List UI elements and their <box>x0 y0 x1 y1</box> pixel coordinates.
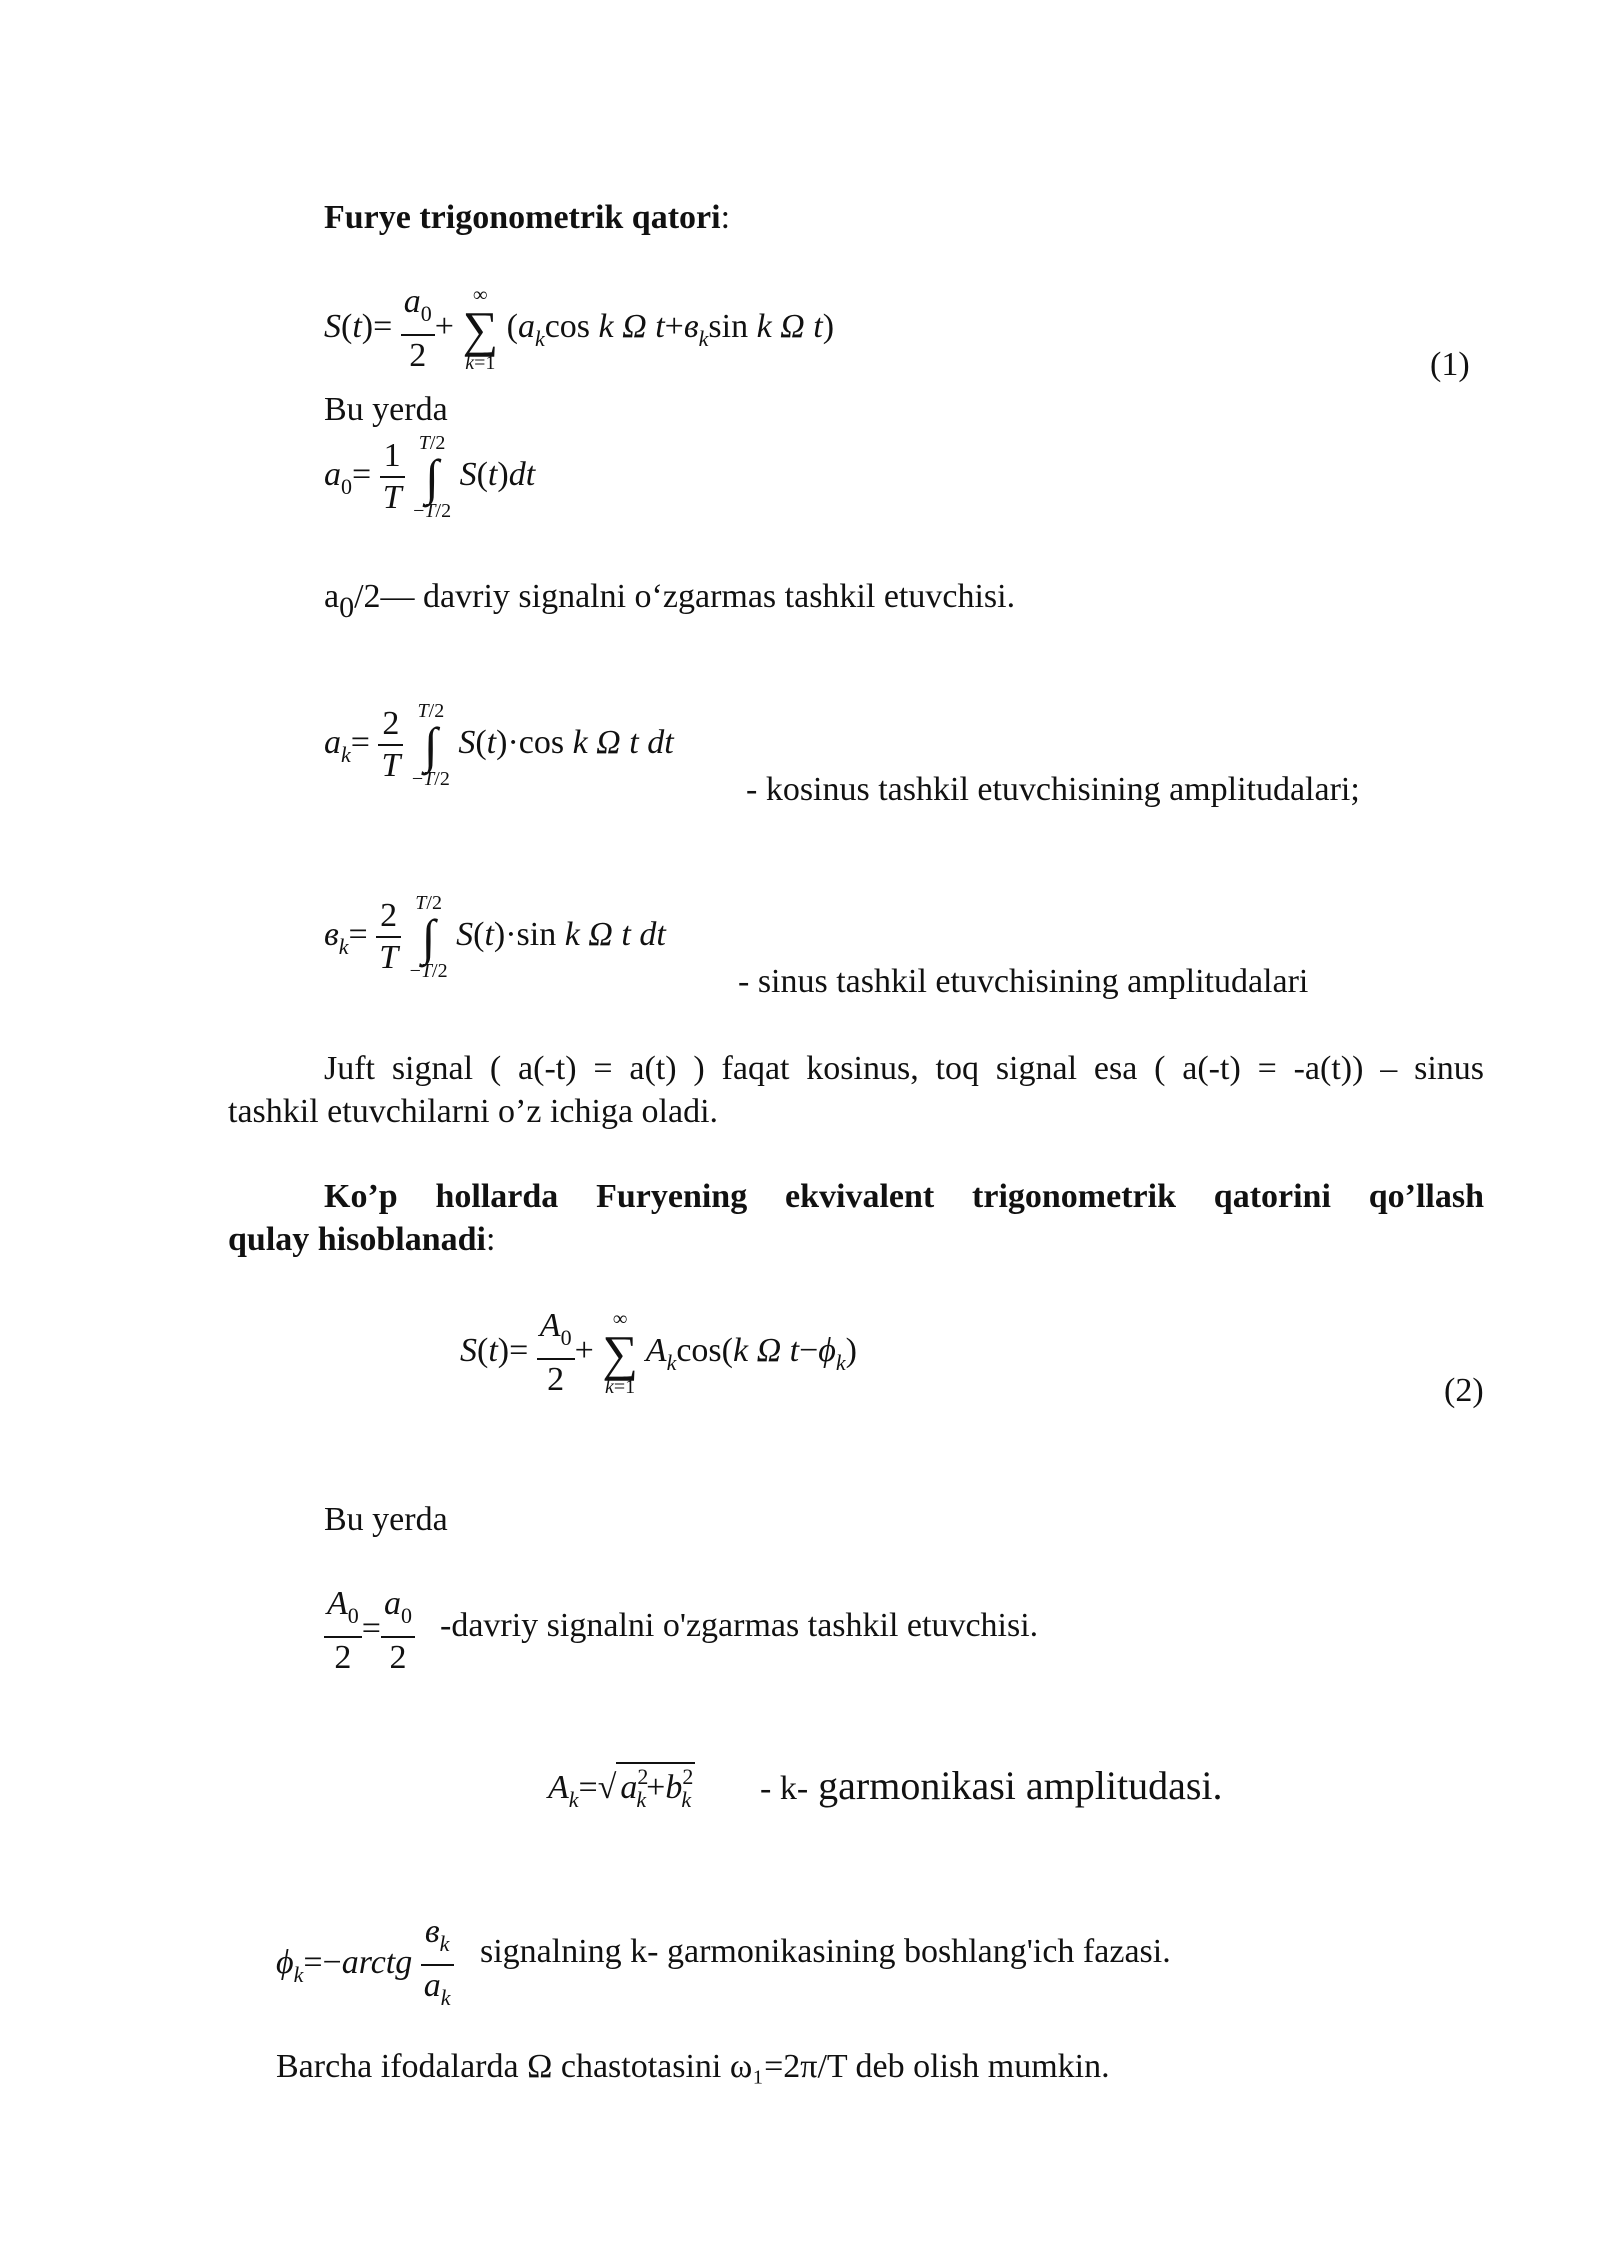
bk-description: - sinus tashkil etuvchisining amplitudalari <box>738 963 1309 1000</box>
phik-description: signalning k- garmonikasining boshlang'ich fazasi. <box>480 1933 1171 1970</box>
frequency-note: Barcha ifodalarda Ω chastotasini ω₁=2π/T deb olish mumkin. <box>276 2048 1110 2085</box>
bk-formula: $в_k=$ $\frac{2}{T}$ T/2 ∫ −T/2 S(t)·sin k Ω t dt <box>324 892 666 982</box>
ak-description: - kosinus tashkil etuvchisining amplitudalari; <box>746 771 1360 808</box>
A0-description: -davriy signalni o'zgarmas tashkil etuvchisi. <box>440 1607 1039 1644</box>
ak-formula: $a_k=$ $\frac{2}{T}$ T/2 ∫ −T/2 S(t)·cos k Ω t dt <box>324 700 674 790</box>
equation-1: S(t)= $\frac{a_0}{2}$ + ∞ ∑ k=1 ($a_k\cos$ k Ω $t+в_k\sin$ k Ω t) <box>324 283 835 374</box>
Ak-description-main: garmonikasi amplitudasi. <box>808 1763 1223 1808</box>
heading2-text: qulay hisoblanadi <box>228 1221 486 1258</box>
bu-yerda-1: Bu yerda <box>324 391 448 428</box>
a0-formula: $a_0=$ $\frac{1}{T}$ T/2 ∫ −T/2 S(t)dt <box>324 432 536 522</box>
phik-formula: $\phi_k=-arctg$ $\frac{в_k}{a_k}$ <box>276 1912 454 2018</box>
heading2-colon: : <box>485 1221 496 1258</box>
Ak-description <box>760 1764 1223 1811</box>
Ak-description-prefix: - k- <box>760 1770 809 1807</box>
a0-half-text: /2— davriy signalni o‘zgarmas tashkil etuvchisi. <box>354 578 1016 615</box>
A0-formula: $\frac{A_0}{2}$ = $\frac{a_0}{2}$ <box>324 1584 415 1678</box>
heading-colon: : <box>720 199 731 236</box>
heading-fourier-series <box>324 196 730 240</box>
heading-equivalent-series-line1: Ko’p hollarda Furyening ekvivalent trigonometrik qatorini qo’llash <box>324 1178 1484 1215</box>
a0-half-description: a0/2— davriy signalni o‘zgarmas tashkil etuvchisi. <box>324 578 1016 624</box>
bu-yerda-2: Bu yerda <box>324 1501 448 1538</box>
paragraph-even-odd-line1: Juft signal ( a(-t) = a(t) ) faqat kosinus, toq signal esa ( a(-t) = -a(t)) – sinus <box>324 1050 1484 1087</box>
equation-1-number: (1) <box>1430 346 1470 383</box>
heading-text: Furye trigonometrik qatori <box>324 199 721 236</box>
a0-half-symbol: a <box>324 578 340 615</box>
heading-equivalent-series-line2 <box>228 1218 495 1262</box>
equation-2: S(t)= $\frac{A_0}{2}$ + ∞ ∑ k=1 $A_k\cos(k$ Ω $t-\phi_k$) <box>460 1307 857 1398</box>
Ak-formula: $A_k=√$ $a^2_k+b^2_k$ <box>548 1764 694 1812</box>
paragraph-even-odd-line2: tashkil etuvchilarni o’z ichiga oladi. <box>228 1093 719 1130</box>
equation-2-number: (2) <box>1444 1372 1484 1409</box>
